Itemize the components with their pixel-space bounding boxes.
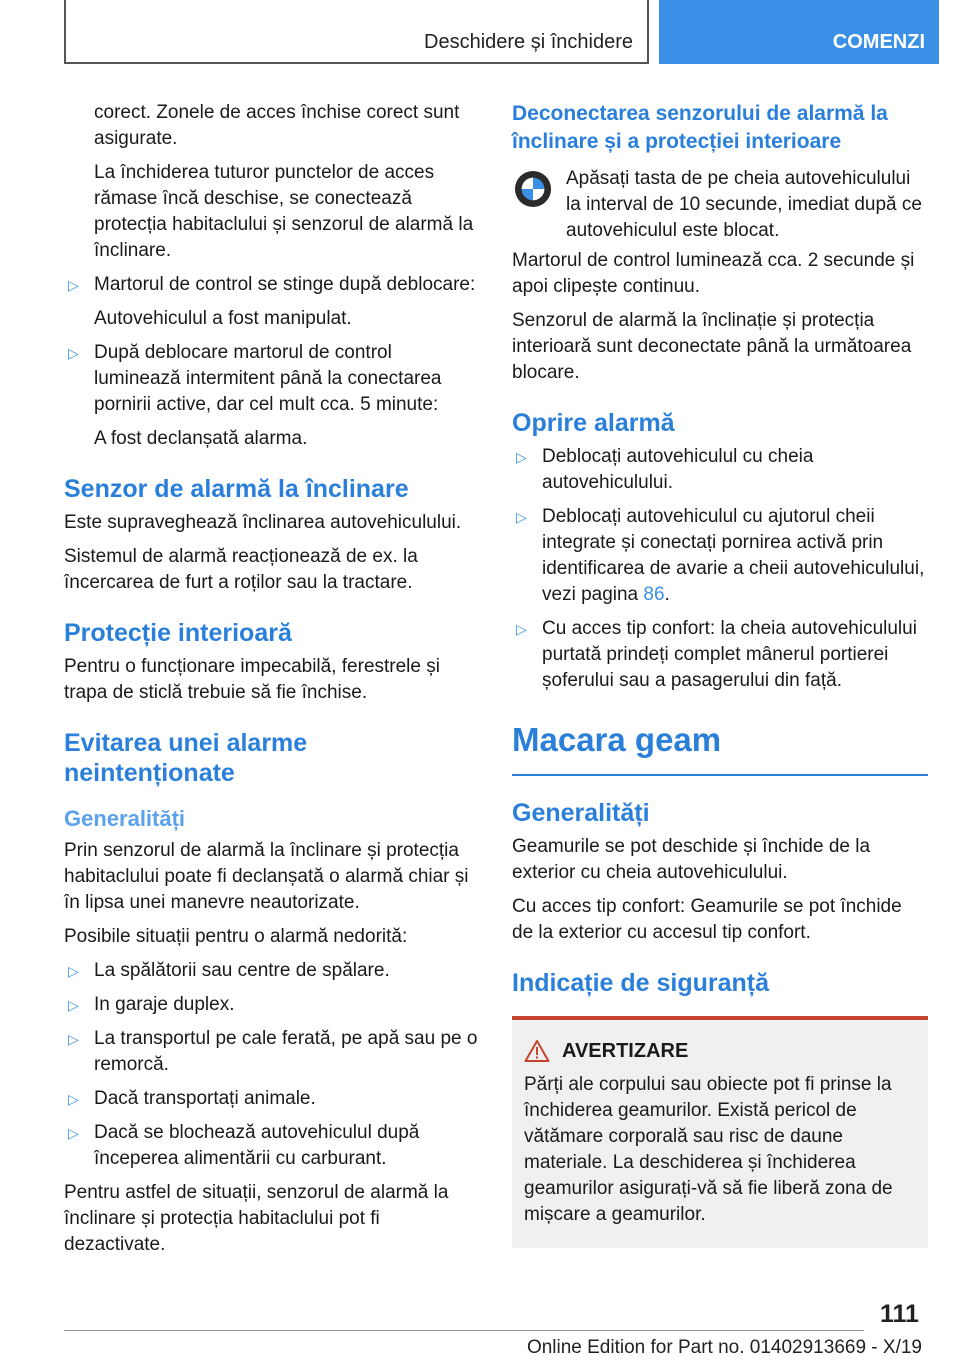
page-number: 111 xyxy=(880,1300,919,1328)
paragraph: corect. Zonele de acces închise corect sunt asigurate. xyxy=(94,102,460,149)
heading-general: Generalități xyxy=(512,799,650,827)
heading-safety: Indicație de siguranță xyxy=(512,969,770,997)
triangle-bullet-icon: ▷ xyxy=(68,1125,79,1141)
list-item: ▷ Deblocați autovehiculul cu cheia autovehiculului. xyxy=(516,446,814,493)
paragraph: Senzorul de alarmă la înclinație și protecția interioară sunt deconectate până la următoarea blocare. xyxy=(512,310,912,383)
stop-list xyxy=(512,444,928,694)
paragraph: Cu acces tip confort: Geamurile se pot închide de la exterior cu accesul tip confort. xyxy=(512,896,902,943)
paragraph: Posibile situații pentru o alarmă nedorită: xyxy=(64,926,408,947)
warning-title: AVERTIZARE xyxy=(562,1040,689,1062)
paragraph: Este supraveghează înclinarea autovehiculului. xyxy=(64,512,462,533)
situations-list xyxy=(64,958,480,1172)
bullet-list xyxy=(64,272,480,298)
warning-header xyxy=(524,1038,918,1064)
heading-window-lift: Macara geam xyxy=(512,720,928,776)
bmw-logo-icon xyxy=(514,170,552,208)
list-item: ▷ La spălătorii sau centre de spălare. xyxy=(64,958,480,984)
heading-stop-alarm: Oprire alarmă xyxy=(512,409,675,437)
list-item: ▷ După deblocare martorul de control luminează intermitent până la conectarea pornirii active, dar cel mult cca. 5 minute: xyxy=(68,342,442,415)
heading-general: Generalități xyxy=(64,806,186,831)
paragraph: Autovehiculul a fost manipulat. xyxy=(94,308,352,329)
triangle-bullet-icon: ▷ xyxy=(68,997,79,1013)
triangle-bullet-icon: ▷ xyxy=(68,963,79,979)
page-link[interactable]: 86 xyxy=(643,584,665,605)
footer-edition: Online Edition for Part no. 01402913669 - X/19 xyxy=(526,1337,922,1358)
paragraph: Geamurile se pot deschide și închide de la exterior cu cheia autovehiculului. xyxy=(512,836,871,883)
left-column xyxy=(64,100,480,1266)
section-title: Deschidere și închidere xyxy=(64,0,649,64)
bmw-key-instruction xyxy=(512,166,928,248)
heading-tilt-sensor: Senzor de alarmă la înclinare xyxy=(64,475,409,503)
paragraph: Pentru astfel de situații, senzorul de alarmă la înclinare și protecția habitaclului pot fi dezactivate. xyxy=(64,1182,449,1255)
paragraph: Martorul de control luminează cca. 2 secunde și apoi clipește continuu. xyxy=(512,250,915,297)
triangle-bullet-icon: ▷ xyxy=(68,345,79,361)
heading-disconnect: Deconectarea senzorului de alarmă la înclinare și a protecției interioare xyxy=(512,102,888,153)
triangle-bullet-icon: ▷ xyxy=(68,1031,79,1047)
list-item: ▷ Cu acces tip confort: la cheia autovehiculului purtată prindeți complet mânerul portierei șoferului sau a pasagerului din față. xyxy=(516,618,917,691)
page-header xyxy=(0,0,960,66)
triangle-bullet-icon: ▷ xyxy=(516,509,527,525)
triangle-bullet-icon: ▷ xyxy=(68,1091,79,1107)
list-item: ▷ Dacă transportați animale. xyxy=(64,1086,480,1112)
list-item: ▷ Deblocați autovehiculul cu ajutorul cheii integrate și conectați pornirea activă prin identificarea de avarie a cheii autovehiculului, vezi pagina 86. xyxy=(516,506,925,605)
paragraph: A fost declanșată alarma. xyxy=(94,428,308,449)
list-item: ▷ Martorul de control se stinge după deblocare: xyxy=(64,272,480,298)
paragraph: Prin senzorul de alarmă la înclinare și protecția habitaclului poate fi declanșată o alarmă chiar și în lipsa unei manevre neautorizate. xyxy=(64,840,469,913)
list-item: ▷ La transportul pe cale ferată, pe apă sau pe o remorcă. xyxy=(68,1028,478,1075)
paragraph: Pentru o funcționare impecabilă, ferestrele și trapa de sticlă trebuie să fie închise. xyxy=(64,656,440,703)
right-column xyxy=(512,100,928,1248)
list-item: ▷ In garaje duplex. xyxy=(64,992,480,1018)
warning-box xyxy=(512,1016,928,1248)
list-item: ▷ Dacă se blochează autovehiculul după începerea alimentării cu carburant. xyxy=(68,1122,420,1169)
heading-interior-protection: Protecție interioară xyxy=(64,619,292,647)
triangle-bullet-icon: ▷ xyxy=(516,621,527,637)
paragraph: Apăsați tasta de pe cheia autovehiculului la interval de 10 secunde, imediat după ce autovehiculul este blocat. xyxy=(566,168,922,241)
warning-triangle-icon xyxy=(524,1039,550,1063)
warning-text: Părți ale corpului sau obiecte pot fi prinse la închiderea geamurilor. Există pericol de vătămare corporală sau risc de daune materiale. La deschiderea și închiderea geamurilor asigurați-vă să fie liberă zona de mișcare a geamurilor. xyxy=(524,1074,893,1225)
paragraph: Sistemul de alarmă reacționează de ex. la încercarea de furt a roților sau la tractare. xyxy=(64,546,418,593)
footer-divider xyxy=(64,1330,864,1331)
bullet-list xyxy=(64,340,480,418)
triangle-bullet-icon: ▷ xyxy=(68,277,79,293)
paragraph: La închiderea tuturor punctelor de acces rămase încă deschise, se conectează protecția habitaclului și senzorul de alarmă la înclinare. xyxy=(94,162,474,261)
triangle-bullet-icon: ▷ xyxy=(516,449,527,465)
heading-avoid-alarm: Evitarea unei alarme neintenționate xyxy=(64,729,308,787)
chapter-tab: COMENZI xyxy=(659,0,939,64)
